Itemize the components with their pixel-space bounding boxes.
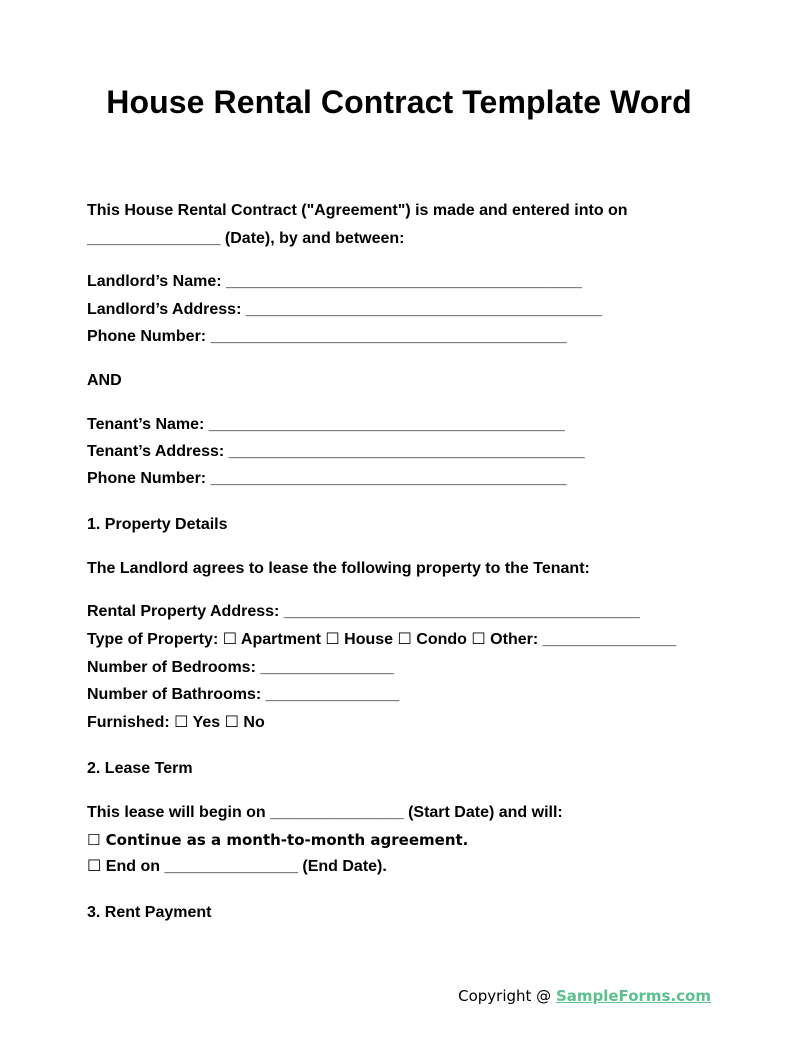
intro-line-2: _______________ (Date), by and between: xyxy=(87,230,405,247)
lease-option-month-to-month: ☐ Continue as a month-to-month agreement. xyxy=(87,831,469,849)
landlord-phone-field: Phone Number: ________________________________________ xyxy=(87,328,567,345)
tenant-phone-field: Phone Number: ________________________________________ xyxy=(87,470,567,487)
tenant-address-field: Tenant’s Address: ________________________________________ xyxy=(87,443,585,460)
property-type-field: Type of Property: ☐ Apartment ☐ House ☐ Condo ☐ Other: _______________ xyxy=(87,631,677,648)
lease-begin-line: This lease will begin on _______________ (Start Date) and will: xyxy=(87,804,563,821)
brand-link[interactable]: SampleForms.com xyxy=(555,987,711,1005)
intro-line-1: This House Rental Contract ("Agreement") is made and entered into on xyxy=(87,202,628,219)
rental-address-field: Rental Property Address: ________________________________________ xyxy=(87,603,640,620)
section-heading-rent-payment: 3. Rent Payment xyxy=(87,904,212,921)
furnished-field: Furnished: ☐ Yes ☐ No xyxy=(87,714,265,731)
lease-option-end-date: ☐ End on _______________ (End Date). xyxy=(87,858,387,875)
property-intro: The Landlord agrees to lease the following property to the Tenant: xyxy=(87,560,590,577)
tenant-name-field: Tenant’s Name: ________________________________________ xyxy=(87,416,565,433)
page-title: House Rental Contract Template Word xyxy=(106,84,692,120)
copyright-prefix: Copyright @ xyxy=(458,987,556,1005)
landlord-name-field: Landlord’s Name: ________________________________________ xyxy=(87,273,582,290)
bathrooms-field: Number of Bathrooms: _______________ xyxy=(87,686,400,703)
copyright-footer xyxy=(439,966,711,1026)
bedrooms-field: Number of Bedrooms: _______________ xyxy=(87,659,394,676)
section-heading-lease-term: 2. Lease Term xyxy=(87,760,193,777)
and-separator: AND xyxy=(87,372,122,389)
landlord-address-field: Landlord’s Address: ________________________________________ xyxy=(87,301,602,318)
section-heading-property: 1. Property Details xyxy=(87,516,228,533)
